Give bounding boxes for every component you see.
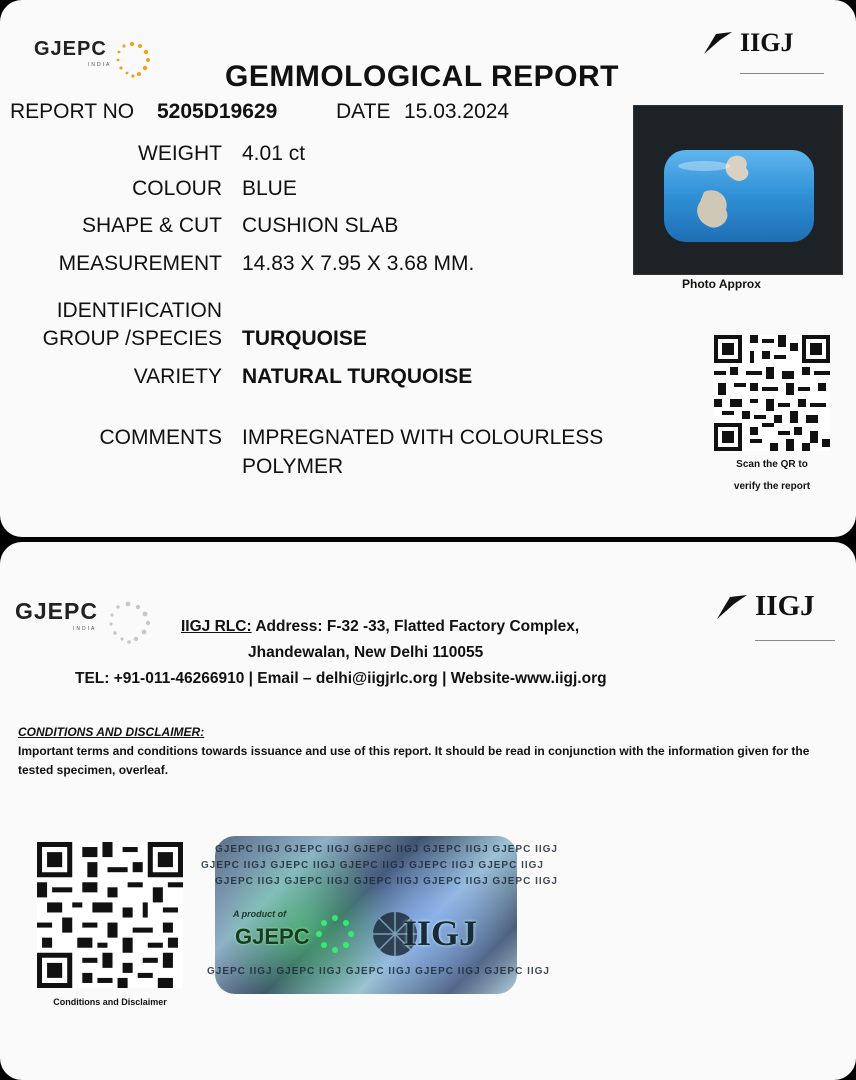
iigj-logo-back: [715, 590, 815, 623]
gjepc-logo-subtext: INDIA: [88, 62, 112, 68]
sunburst-icon: [107, 38, 157, 80]
comments-label: COMMENTS: [99, 426, 222, 449]
report-no-label: REPORT NO: [10, 100, 135, 123]
gjepc-logo-subtext: INDIA: [73, 626, 97, 632]
lab-contact-line: TEL: +91-011-46266910 | Email – delhi@iigjrlc.org | Website-www.iigj.org: [75, 670, 607, 687]
lab-address-text: Address: F-32 -33, Flatted Factory Complex,: [251, 618, 580, 635]
shape-cut-label: SHAPE & CUT: [81, 214, 222, 237]
report-no-value: 5205D19629: [157, 100, 278, 123]
iigj-logo-text: IIGJ: [740, 28, 794, 57]
gjepc-logo-text: GJEPC: [34, 38, 107, 60]
lab-name: IIGJ RLC:: [181, 618, 252, 635]
iigj-logo-underline: [740, 73, 824, 74]
comments-value-line1: IMPREGNATED WITH COLOURLESS: [242, 426, 604, 449]
iigj-logo-text: IIGJ: [755, 590, 815, 622]
comments-value-line2: POLYMER: [242, 455, 344, 478]
gem-photo: [633, 105, 843, 275]
arrow-emblem-icon: [702, 30, 736, 58]
arrow-emblem-icon: [715, 593, 751, 623]
conditions-heading: CONDITIONS AND DISCLAIMER:: [18, 725, 205, 739]
qr-caption-line2: verify the report: [733, 481, 811, 492]
hologram-gjepc-text: GJEPC: [235, 924, 310, 949]
turquoise-gem-image: [634, 106, 842, 274]
variety-value: NATURAL TURQUOISE: [242, 365, 473, 388]
identification-label: IDENTIFICATION: [56, 299, 222, 322]
date-value: 15.03.2024: [404, 100, 510, 123]
measurement-label: MEASUREMENT: [58, 252, 222, 275]
sunburst-icon: [98, 598, 160, 648]
variety-label: VARIETY: [133, 365, 222, 388]
hologram-tag: A product of: [233, 909, 287, 919]
weight-value: 4.01 ct: [242, 142, 306, 165]
conditions-qr-caption: Conditions and Disclaimer: [53, 997, 167, 1007]
verify-qr-code[interactable]: [714, 335, 830, 451]
gjepc-logo: [34, 38, 157, 80]
measurement-value: 14.83 X 7.95 X 3.68 MM.: [242, 252, 475, 275]
hologram-sunburst-icon: [315, 914, 355, 954]
iigj-logo: [702, 28, 793, 58]
report-back-card: [0, 542, 856, 1080]
hologram-pattern-row: GJEPC IIGJ GJEPC IIGJ GJEPC IIGJ GJEPC IIGJ GJEPC IIGJ: [215, 876, 558, 887]
gjepc-logo-back: [15, 598, 160, 648]
conditions-text: Important terms and conditions towards issuance and use of this report. It should be read in conjunction with the information given for the tested specimen, overleaf.: [18, 744, 810, 777]
lab-address-line2: Jhandewalan, New Delhi 110055: [248, 644, 484, 661]
photo-caption: Photo Approx: [682, 277, 761, 291]
lab-address-line1: [181, 618, 579, 636]
hologram-pattern-row: GJEPC IIGJ GJEPC IIGJ GJEPC IIGJ GJEPC IIGJ GJEPC IIGJ: [201, 860, 544, 871]
colour-label: COLOUR: [132, 177, 222, 200]
hologram-pattern-row: GJEPC IIGJ GJEPC IIGJ GJEPC IIGJ GJEPC IIGJ GJEPC IIGJ: [207, 966, 550, 977]
shape-cut-value: CUSHION SLAB: [242, 214, 399, 237]
page-title: GEMMOLOGICAL REPORT: [225, 60, 619, 93]
hologram-iigj-text: IIGJ: [403, 913, 478, 953]
gjepc-logo-text: GJEPC: [15, 598, 98, 624]
date-label: DATE: [336, 100, 391, 123]
colour-value: BLUE: [242, 177, 297, 200]
conditions-qr-code[interactable]: [37, 842, 183, 988]
group-species-value: TURQUOISE: [242, 327, 367, 350]
iigj-logo-underline: [755, 640, 835, 641]
hologram-seal: [201, 836, 558, 994]
hologram-pattern-row: GJEPC IIGJ GJEPC IIGJ GJEPC IIGJ GJEPC IIGJ GJEPC IIGJ: [215, 844, 558, 855]
group-species-label: GROUP /SPECIES: [42, 327, 222, 350]
weight-label: WEIGHT: [138, 142, 222, 165]
report-front-card: [0, 0, 856, 537]
qr-caption-line1: Scan the QR to: [736, 459, 808, 470]
